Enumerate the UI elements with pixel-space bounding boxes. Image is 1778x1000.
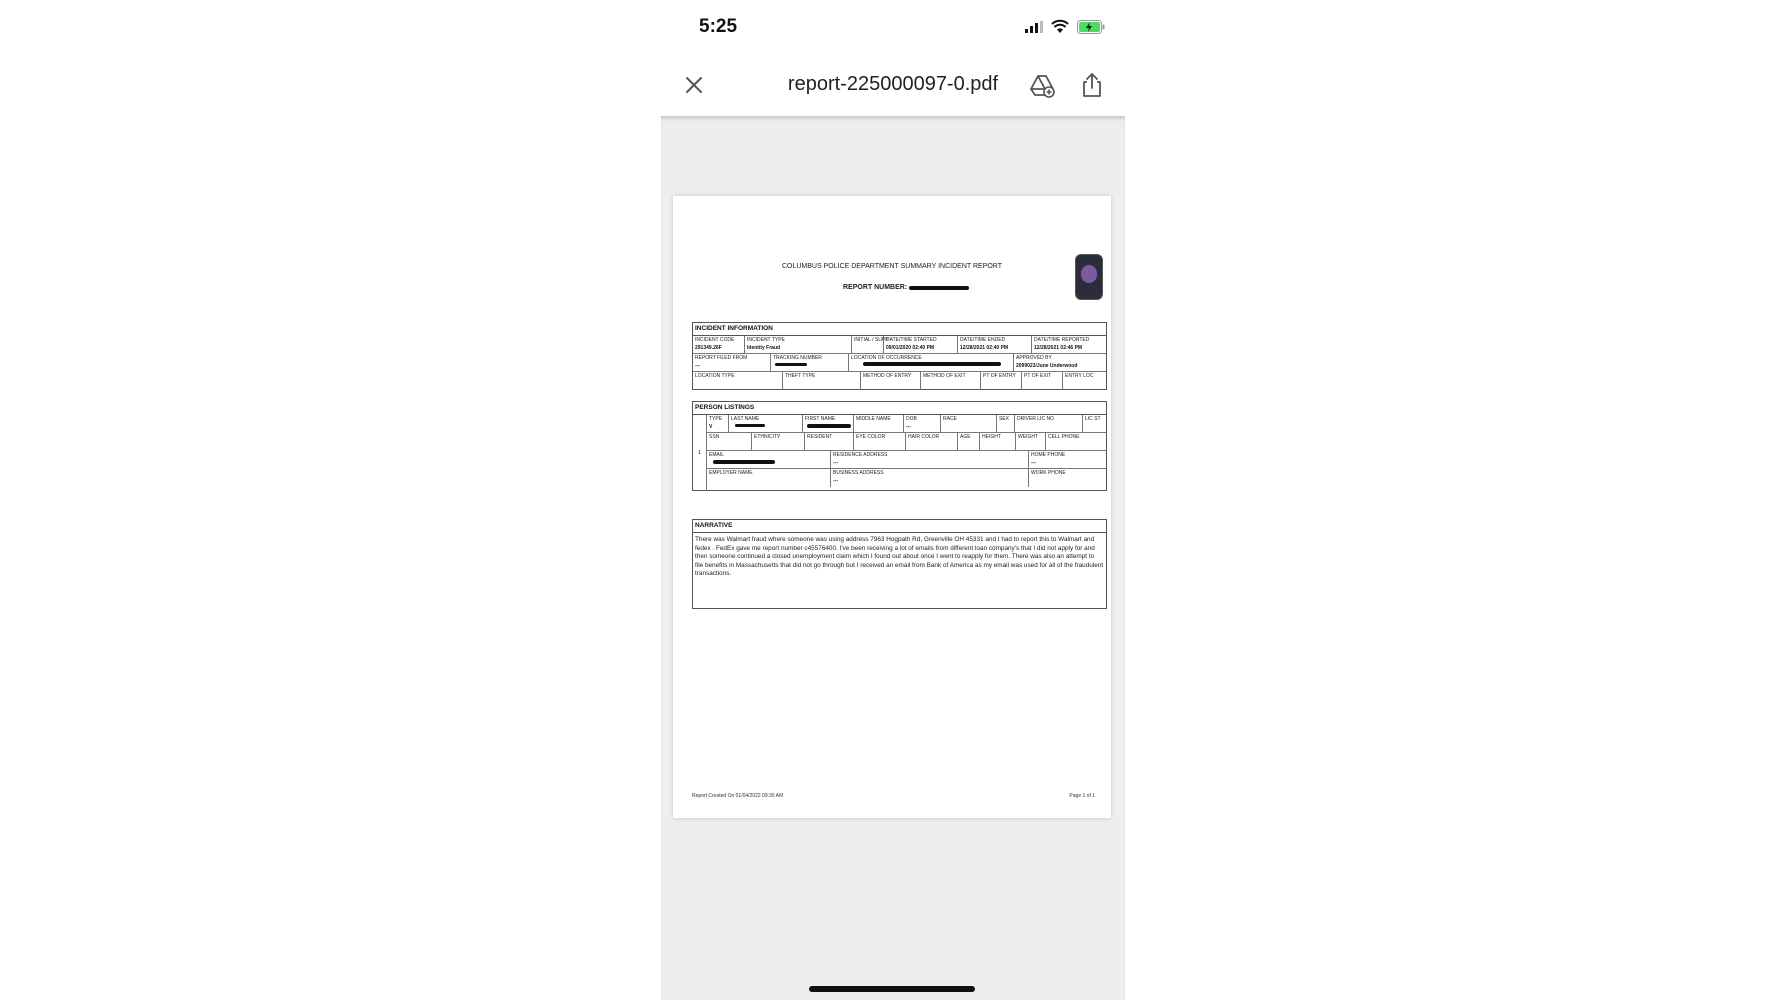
pdf-page xyxy=(673,196,1111,818)
page-count-footer: Page 1 of 1 xyxy=(1069,793,1095,799)
field-label: SEX xyxy=(999,416,1010,422)
sex-cell xyxy=(997,415,1015,432)
field-label: DATE/TIME STARTED xyxy=(886,337,937,343)
field-label: DRIVER LIC NO xyxy=(1017,416,1054,422)
field-label: RESIDENCE ADDRESS xyxy=(833,452,888,458)
file-name-title: report-225000097-0.pdf xyxy=(787,73,999,95)
redaction-mark xyxy=(863,362,1001,366)
eye-color-cell xyxy=(854,433,906,450)
field-label: METHOD OF EXIT xyxy=(923,373,966,379)
entry-loc-cell xyxy=(1063,372,1106,390)
section-heading: NARRATIVE xyxy=(693,520,1106,533)
police-badge-logo xyxy=(1075,254,1103,300)
incident-type-cell xyxy=(745,336,852,353)
field-value: 2099023/June Underwood xyxy=(1016,363,1078,369)
incident-code-cell xyxy=(693,336,745,353)
field-label: MIDDLE NAME xyxy=(856,416,891,422)
narrative-section xyxy=(692,519,1107,609)
add-to-drive-icon xyxy=(1027,70,1057,100)
pdf-viewer-area[interactable] xyxy=(661,116,1125,1000)
form-row xyxy=(693,354,1106,372)
field-label: PT OF EXIT xyxy=(1024,373,1052,379)
field-value: Identity Fraud xyxy=(747,345,781,351)
form-row xyxy=(707,451,1106,469)
form-row xyxy=(693,336,1106,354)
field-value: 291349.26F xyxy=(695,345,722,351)
home-indicator[interactable] xyxy=(809,986,975,992)
field-label: SSN xyxy=(709,434,720,440)
field-label: HEIGHT xyxy=(982,434,1001,440)
field-label: WEIGHT xyxy=(1018,434,1038,440)
dob-cell xyxy=(904,415,941,432)
person-row-number: 1 xyxy=(693,415,707,491)
first-name-cell xyxy=(803,415,854,432)
add-to-drive-button[interactable] xyxy=(1027,70,1057,100)
battery-charging-icon xyxy=(1077,20,1105,34)
field-label: RACE xyxy=(943,416,957,422)
report-created-footer: Report Created On 01/04/2022 09:30 AM xyxy=(692,793,784,799)
method-entry-cell xyxy=(861,372,921,390)
pdf-viewer-header xyxy=(661,56,1125,116)
person-listings-section xyxy=(692,401,1107,491)
location-type-cell xyxy=(693,372,783,390)
redaction-mark xyxy=(909,286,969,290)
age-cell xyxy=(958,433,980,450)
person-fields xyxy=(707,415,1106,491)
middle-name-cell xyxy=(854,415,904,432)
phone-screen xyxy=(661,0,1125,1000)
field-label: FIRST NAME xyxy=(805,416,836,422)
field-value: --- xyxy=(1031,460,1036,466)
wifi-icon xyxy=(1051,20,1069,34)
form-row xyxy=(707,433,1106,451)
field-value: 09/01/2020 02:40 PM xyxy=(886,345,935,351)
initial-supp-cell xyxy=(852,336,889,353)
field-label: METHOD OF ENTRY xyxy=(863,373,912,379)
status-time: 5:25 xyxy=(699,16,738,37)
redaction-mark xyxy=(775,363,807,366)
cell-phone-cell xyxy=(1046,433,1106,450)
field-label: CELL PHONE xyxy=(1048,434,1080,440)
home-phone-cell xyxy=(1029,451,1106,468)
field-label: EMPLOYER NAME xyxy=(709,470,753,476)
report-number-label: REPORT NUMBER: xyxy=(843,284,908,291)
field-value: --- xyxy=(833,478,838,484)
redaction-mark xyxy=(713,460,775,464)
field-value: 12/28/2021 02:46 PM xyxy=(1034,345,1083,351)
employer-name-cell xyxy=(707,469,831,487)
pt-exit-cell xyxy=(1022,372,1063,390)
ethnicity-cell xyxy=(752,433,805,450)
cellular-signal-icon xyxy=(1025,21,1043,33)
narrative-text: There was Walmart fraud where someone was using address 7963 Hogpath Rd, Greenville OH 45331 and I had to report this to Walmart and fedex . FedEx gave me report number c45576400. I've been receiving a lot of emails from different loan company's that I did not apply for and then someone continued a closed unemployment claim which I found out about once I went to reapply for them. There was also an attempt to file benefits in Massachusetts that did not go through but I received an email from Bank of America as my email was used for all of the fraudulent transactions. xyxy=(695,536,1104,578)
lic-st-cell xyxy=(1083,415,1106,432)
email-cell xyxy=(707,451,831,468)
field-label: APPROVED BY xyxy=(1016,355,1052,361)
field-label: TYPE xyxy=(709,416,723,422)
work-phone-cell xyxy=(1029,469,1106,487)
form-row xyxy=(693,372,1106,390)
ssn-cell xyxy=(707,433,752,450)
field-label: LOCATION TYPE xyxy=(695,373,735,379)
incident-information-section xyxy=(692,322,1107,390)
field-value: V xyxy=(709,424,713,430)
section-heading: INCIDENT INFORMATION xyxy=(693,323,1106,336)
field-label: REPORT FILED FROM xyxy=(695,355,748,361)
field-label: EYE COLOR xyxy=(856,434,886,440)
field-label: DATE/TIME ENDED xyxy=(960,337,1006,343)
section-heading: PERSON LISTINGS xyxy=(693,402,1106,415)
approved-by-cell xyxy=(1014,354,1106,371)
method-exit-cell xyxy=(921,372,981,390)
business-address-cell xyxy=(831,469,1029,487)
field-value: 12/28/2021 02:40 PM xyxy=(960,345,1009,351)
field-label: LIC ST xyxy=(1085,416,1101,422)
date-ended-cell xyxy=(958,336,1032,353)
resident-cell xyxy=(805,433,854,450)
field-label: LOCATION OF OCCURRENCE xyxy=(851,355,922,361)
field-label: INITIAL / SUPP xyxy=(854,337,889,343)
type-cell xyxy=(707,415,729,432)
field-label: RESIDENT xyxy=(807,434,833,440)
share-icon xyxy=(1077,70,1107,100)
filed-from-cell xyxy=(693,354,771,371)
field-value: --- xyxy=(833,460,838,466)
person-row xyxy=(693,415,1106,491)
residence-address-cell xyxy=(831,451,1029,468)
redaction-mark xyxy=(735,424,765,427)
field-label: WORK PHONE xyxy=(1031,470,1066,476)
status-bar xyxy=(661,0,1125,56)
race-cell xyxy=(941,415,997,432)
field-label: THEFT TYPE xyxy=(785,373,816,379)
form-row xyxy=(707,469,1106,487)
height-cell xyxy=(980,433,1016,450)
redaction-mark xyxy=(807,424,851,428)
field-label: INCIDENT TYPE xyxy=(747,337,785,343)
status-icons xyxy=(1025,19,1105,35)
field-label: DATE/TIME REPORTED xyxy=(1034,337,1090,343)
field-label: ETHNICITY xyxy=(754,434,781,440)
date-reported-cell xyxy=(1032,336,1106,353)
field-label: INCIDENT CODE xyxy=(695,337,735,343)
weight-cell xyxy=(1016,433,1046,450)
field-label: PT OF ENTRY xyxy=(983,373,1016,379)
field-label: AGE xyxy=(960,434,971,440)
field-label: ENTRY LOC xyxy=(1065,373,1094,379)
last-name-cell xyxy=(729,415,803,432)
driver-lic-cell xyxy=(1015,415,1083,432)
pt-entry-cell xyxy=(981,372,1022,390)
date-started-cell xyxy=(884,336,958,353)
field-label: HAIR COLOR xyxy=(908,434,940,440)
field-label: BUSINESS ADDRESS xyxy=(833,470,884,476)
field-label: DOB xyxy=(906,416,917,422)
field-label: LAST NAME xyxy=(731,416,760,422)
field-label: TRACKING NUMBER xyxy=(773,355,822,361)
field-value: --- xyxy=(695,363,700,369)
hair-color-cell xyxy=(906,433,958,450)
location-cell xyxy=(849,354,1014,371)
share-button[interactable] xyxy=(1077,70,1107,100)
tracking-number-cell xyxy=(771,354,849,371)
form-row xyxy=(707,415,1106,433)
field-value: --- xyxy=(906,424,911,430)
field-label: EMAIL xyxy=(709,452,725,458)
theft-type-cell xyxy=(783,372,861,390)
field-label: HOME PHONE xyxy=(1031,452,1066,458)
report-title: COLUMBUS POLICE DEPARTMENT SUMMARY INCIDENT REPORT xyxy=(781,263,1003,270)
